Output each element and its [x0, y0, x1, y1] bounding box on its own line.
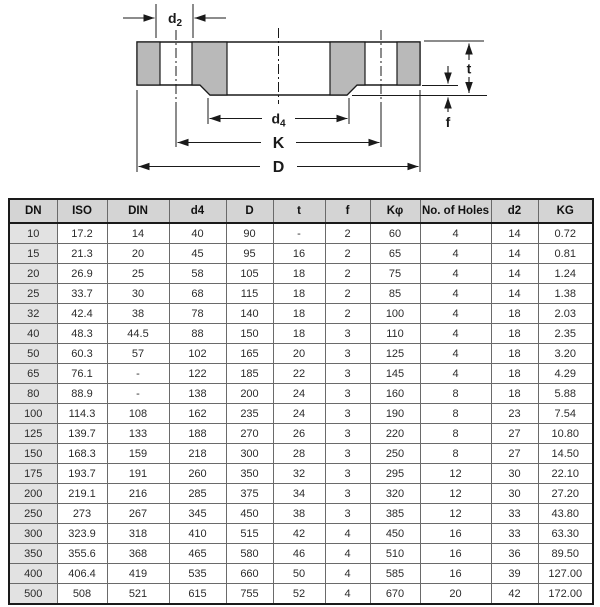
table-cell: 14	[491, 223, 538, 244]
column-header-t: t	[273, 199, 325, 223]
table-cell: 7.54	[538, 404, 593, 424]
table-cell: 25	[9, 284, 57, 304]
table-cell: 400	[9, 564, 57, 584]
dim-label-k: K	[272, 135, 285, 152]
table-cell: 273	[57, 504, 107, 524]
table-cell: 190	[370, 404, 420, 424]
table-cell: 139.7	[57, 424, 107, 444]
table-cell: 615	[169, 584, 226, 605]
table-cell: 18	[273, 284, 325, 304]
table-cell: 22	[273, 364, 325, 384]
table-row	[9, 364, 593, 384]
table-cell: 465	[169, 544, 226, 564]
dimension-f	[422, 66, 458, 130]
column-header-d: D	[226, 199, 273, 223]
table-cell: 17.2	[57, 223, 107, 244]
table-cell: 500	[9, 584, 57, 605]
table-cell: 8	[420, 424, 491, 444]
table-cell: 2	[325, 244, 370, 264]
table-row	[9, 324, 593, 344]
table-row	[9, 284, 593, 304]
table-row	[9, 484, 593, 504]
table-cell: 78	[169, 304, 226, 324]
table-cell: 250	[9, 504, 57, 524]
table-cell: 18	[491, 324, 538, 344]
table-cell: 30	[491, 484, 538, 504]
table-cell: 15	[9, 244, 57, 264]
dim-label-f: f	[445, 114, 451, 130]
table-cell: 755	[226, 584, 273, 605]
table-cell: 4	[420, 284, 491, 304]
table-cell: 285	[169, 484, 226, 504]
table-cell: 18	[491, 304, 538, 324]
table-cell: 521	[107, 584, 169, 605]
table-cell: 4	[325, 584, 370, 605]
table-cell: -	[107, 384, 169, 404]
table-cell: 88.9	[57, 384, 107, 404]
table-cell: 50	[273, 564, 325, 584]
table-cell: 14.50	[538, 444, 593, 464]
table-cell: 138	[169, 384, 226, 404]
table-cell: 3	[325, 424, 370, 444]
left-web-section	[192, 42, 227, 95]
table-cell: 0.81	[538, 244, 593, 264]
table-cell: 38	[107, 304, 169, 324]
table-cell: 12	[420, 484, 491, 504]
table-cell: 65	[370, 244, 420, 264]
column-header-d4: d4	[169, 199, 226, 223]
table-cell: 1.24	[538, 264, 593, 284]
table-cell: 65	[9, 364, 57, 384]
table-cell: 33	[491, 504, 538, 524]
table-cell: 26	[273, 424, 325, 444]
table-row	[9, 424, 593, 444]
table-cell: 18	[491, 364, 538, 384]
table-cell: 88	[169, 324, 226, 344]
table-cell: 218	[169, 444, 226, 464]
dim-label-d: D	[272, 159, 285, 176]
table-cell: 3.20	[538, 344, 593, 364]
table-cell: 159	[107, 444, 169, 464]
table-cell: 270	[226, 424, 273, 444]
table-cell: 219.1	[57, 484, 107, 504]
table-cell: 16	[273, 244, 325, 264]
table-cell: 8	[420, 384, 491, 404]
column-header-iso: ISO	[57, 199, 107, 223]
column-header-no-of-holes: No. of Holes	[420, 199, 491, 223]
table-cell: 185	[226, 364, 273, 384]
table-cell: 300	[226, 444, 273, 464]
table-cell: 2	[325, 284, 370, 304]
table-cell: 515	[226, 524, 273, 544]
table-cell: 1.38	[538, 284, 593, 304]
dim-label-d2: $d_2$	[167, 10, 183, 29]
table-cell: 133	[107, 424, 169, 444]
table-cell: 3	[325, 384, 370, 404]
table-cell: 260	[169, 464, 226, 484]
table-cell: 2.03	[538, 304, 593, 324]
table-row	[9, 444, 593, 464]
table-header	[9, 199, 593, 223]
table-cell: 20	[9, 264, 57, 284]
table-cell: 33	[491, 524, 538, 544]
table-cell: 40	[9, 324, 57, 344]
table-cell: 235	[226, 404, 273, 424]
table-cell: 30	[491, 464, 538, 484]
table-cell: 32	[273, 464, 325, 484]
table-cell: 108	[107, 404, 169, 424]
table-cell: 350	[226, 464, 273, 484]
table-cell: 21.3	[57, 244, 107, 264]
table-row	[9, 504, 593, 524]
table-cell: 30	[107, 284, 169, 304]
table-cell: 16	[420, 524, 491, 544]
right-web-section	[330, 42, 365, 95]
column-header-f: f	[325, 199, 370, 223]
table-cell: 3	[325, 364, 370, 384]
table-cell: 670	[370, 584, 420, 605]
table-cell: 345	[169, 504, 226, 524]
table-cell: 2.35	[538, 324, 593, 344]
table-cell: 419	[107, 564, 169, 584]
table-cell: 2	[325, 223, 370, 244]
table-cell: 8	[420, 444, 491, 464]
table-cell: 33.7	[57, 284, 107, 304]
table-cell: 4	[420, 264, 491, 284]
table-cell: 150	[9, 444, 57, 464]
table-cell: 8	[420, 404, 491, 424]
table-cell: 3	[325, 444, 370, 464]
table-cell: 105	[226, 264, 273, 284]
table-cell: 323.9	[57, 524, 107, 544]
column-header-kg: KG	[538, 199, 593, 223]
table-cell: 22.10	[538, 464, 593, 484]
table-cell: 145	[370, 364, 420, 384]
table-body	[9, 223, 593, 604]
table-cell: 32	[9, 304, 57, 324]
table-cell: 188	[169, 424, 226, 444]
table-cell: 14	[491, 264, 538, 284]
table-cell: 18	[273, 324, 325, 344]
table-cell: 3	[325, 324, 370, 344]
table-cell: 39	[491, 564, 538, 584]
table-cell: 27	[491, 444, 538, 464]
table-cell: 42.4	[57, 304, 107, 324]
table-cell: 89.50	[538, 544, 593, 564]
table-cell: 4	[420, 244, 491, 264]
table-cell: 24	[273, 384, 325, 404]
table-cell: 100	[9, 404, 57, 424]
table-cell: 160	[370, 384, 420, 404]
table-cell: 48.3	[57, 324, 107, 344]
table-cell: 40	[169, 223, 226, 244]
flange-drawing	[0, 0, 600, 194]
table-cell: 375	[226, 484, 273, 504]
table-cell: 114.3	[57, 404, 107, 424]
table-cell: 10	[9, 223, 57, 244]
table-cell: 216	[107, 484, 169, 504]
table-cell: 125	[370, 344, 420, 364]
table-cell: 385	[370, 504, 420, 524]
table-cell: 168.3	[57, 444, 107, 464]
table-cell: 410	[169, 524, 226, 544]
table-cell: 80	[9, 384, 57, 404]
table-cell: 295	[370, 464, 420, 484]
table-cell: 4	[420, 304, 491, 324]
table-cell: 3	[325, 344, 370, 364]
table-cell: 4	[420, 344, 491, 364]
table-cell: 450	[226, 504, 273, 524]
table-cell: 85	[370, 284, 420, 304]
table-cell: 660	[226, 564, 273, 584]
table-cell: 450	[370, 524, 420, 544]
table-cell: 18	[273, 264, 325, 284]
table-cell: 12	[420, 464, 491, 484]
table-cell: 36	[491, 544, 538, 564]
table-cell: 175	[9, 464, 57, 484]
table-cell: 18	[491, 344, 538, 364]
table-cell: 90	[226, 223, 273, 244]
table-cell: 57	[107, 344, 169, 364]
table-cell: 127.00	[538, 564, 593, 584]
dimension-k	[178, 135, 380, 152]
table-cell: 102	[169, 344, 226, 364]
table-cell: 24	[273, 404, 325, 424]
table-cell: 18	[491, 384, 538, 404]
table-cell: 115	[226, 284, 273, 304]
table-cell: 46	[273, 544, 325, 564]
table-cell: 2	[325, 264, 370, 284]
table-cell: 508	[57, 584, 107, 605]
table-row	[9, 404, 593, 424]
column-header-dn: DN	[9, 199, 57, 223]
flange-dimension-table	[8, 198, 594, 605]
table-cell: 43.80	[538, 504, 593, 524]
table-cell: 14	[107, 223, 169, 244]
table-cell: 16	[420, 564, 491, 584]
table-row	[9, 524, 593, 544]
table-cell: 38	[273, 504, 325, 524]
table-cell: 368	[107, 544, 169, 564]
table-cell: 122	[169, 364, 226, 384]
column-header-d2: d2	[491, 199, 538, 223]
table-cell: 355.6	[57, 544, 107, 564]
table-cell: 585	[370, 564, 420, 584]
table-cell: 26.9	[57, 264, 107, 284]
dimension-table-wrap	[8, 198, 592, 605]
table-cell: 95	[226, 244, 273, 264]
table-cell: 14	[491, 244, 538, 264]
table-row	[9, 584, 593, 605]
table-cell: 250	[370, 444, 420, 464]
table-cell: 162	[169, 404, 226, 424]
table-cell: 20	[107, 244, 169, 264]
table-cell: 150	[226, 324, 273, 344]
dimension-d2	[123, 4, 226, 38]
table-cell: 4	[420, 364, 491, 384]
table-cell: 14	[491, 284, 538, 304]
table-row	[9, 384, 593, 404]
table-cell: 23	[491, 404, 538, 424]
table-cell: -	[107, 364, 169, 384]
table-cell: 535	[169, 564, 226, 584]
table-cell: 4	[420, 223, 491, 244]
table-cell: 100	[370, 304, 420, 324]
table-cell: 42	[273, 524, 325, 544]
table-row	[9, 223, 593, 244]
table-row	[9, 564, 593, 584]
table-cell: 60.3	[57, 344, 107, 364]
table-cell: 44.5	[107, 324, 169, 344]
table-cell: 0.72	[538, 223, 593, 244]
table-cell: 4.29	[538, 364, 593, 384]
table-cell: 3	[325, 404, 370, 424]
table-header-row	[9, 199, 593, 223]
table-cell: 25	[107, 264, 169, 284]
table-cell: 50	[9, 344, 57, 364]
table-cell: 510	[370, 544, 420, 564]
table-cell: 3	[325, 464, 370, 484]
table-cell: 267	[107, 504, 169, 524]
table-cell: 320	[370, 484, 420, 504]
table-cell: 58	[169, 264, 226, 284]
table-cell: 52	[273, 584, 325, 605]
table-cell: -	[273, 223, 325, 244]
table-cell: 76.1	[57, 364, 107, 384]
right-rim-section	[397, 42, 420, 85]
table-cell: 34	[273, 484, 325, 504]
table-row	[9, 244, 593, 264]
table-cell: 5.88	[538, 384, 593, 404]
table-cell: 110	[370, 324, 420, 344]
table-cell: 4	[420, 324, 491, 344]
table-cell: 3	[325, 504, 370, 524]
table-cell: 20	[273, 344, 325, 364]
table-cell: 200	[226, 384, 273, 404]
table-cell: 16	[420, 544, 491, 564]
column-header-k: Kφ	[370, 199, 420, 223]
flange-drawing-svg	[0, 0, 600, 194]
dim-label-t: t	[466, 60, 472, 77]
left-rim-section	[137, 42, 160, 85]
table-cell: 220	[370, 424, 420, 444]
table-cell: 191	[107, 464, 169, 484]
table-cell: 2	[325, 304, 370, 324]
table-cell: 68	[169, 284, 226, 304]
table-row	[9, 264, 593, 284]
table-cell: 27.20	[538, 484, 593, 504]
table-cell: 12	[420, 504, 491, 524]
table-cell: 20	[420, 584, 491, 605]
table-cell: 3	[325, 484, 370, 504]
table-cell: 10.80	[538, 424, 593, 444]
table-cell: 350	[9, 544, 57, 564]
table-cell: 125	[9, 424, 57, 444]
table-cell: 63.30	[538, 524, 593, 544]
table-cell: 140	[226, 304, 273, 324]
table-cell: 45	[169, 244, 226, 264]
table-cell: 193.7	[57, 464, 107, 484]
table-cell: 75	[370, 264, 420, 284]
table-cell: 172.00	[538, 584, 593, 605]
table-cell: 300	[9, 524, 57, 544]
table-row	[9, 544, 593, 564]
table-cell: 27	[491, 424, 538, 444]
table-cell: 42	[491, 584, 538, 605]
table-cell: 28	[273, 444, 325, 464]
table-cell: 60	[370, 223, 420, 244]
table-row	[9, 304, 593, 324]
table-row	[9, 344, 593, 364]
dim-label-d4: $d_4$	[271, 110, 286, 130]
table-cell: 165	[226, 344, 273, 364]
table-cell: 4	[325, 564, 370, 584]
table-cell: 580	[226, 544, 273, 564]
table-cell: 406.4	[57, 564, 107, 584]
table-cell: 200	[9, 484, 57, 504]
table-cell: 4	[325, 544, 370, 564]
table-cell: 318	[107, 524, 169, 544]
column-header-din: DIN	[107, 199, 169, 223]
table-cell: 4	[325, 524, 370, 544]
table-cell: 18	[273, 304, 325, 324]
table-row	[9, 464, 593, 484]
